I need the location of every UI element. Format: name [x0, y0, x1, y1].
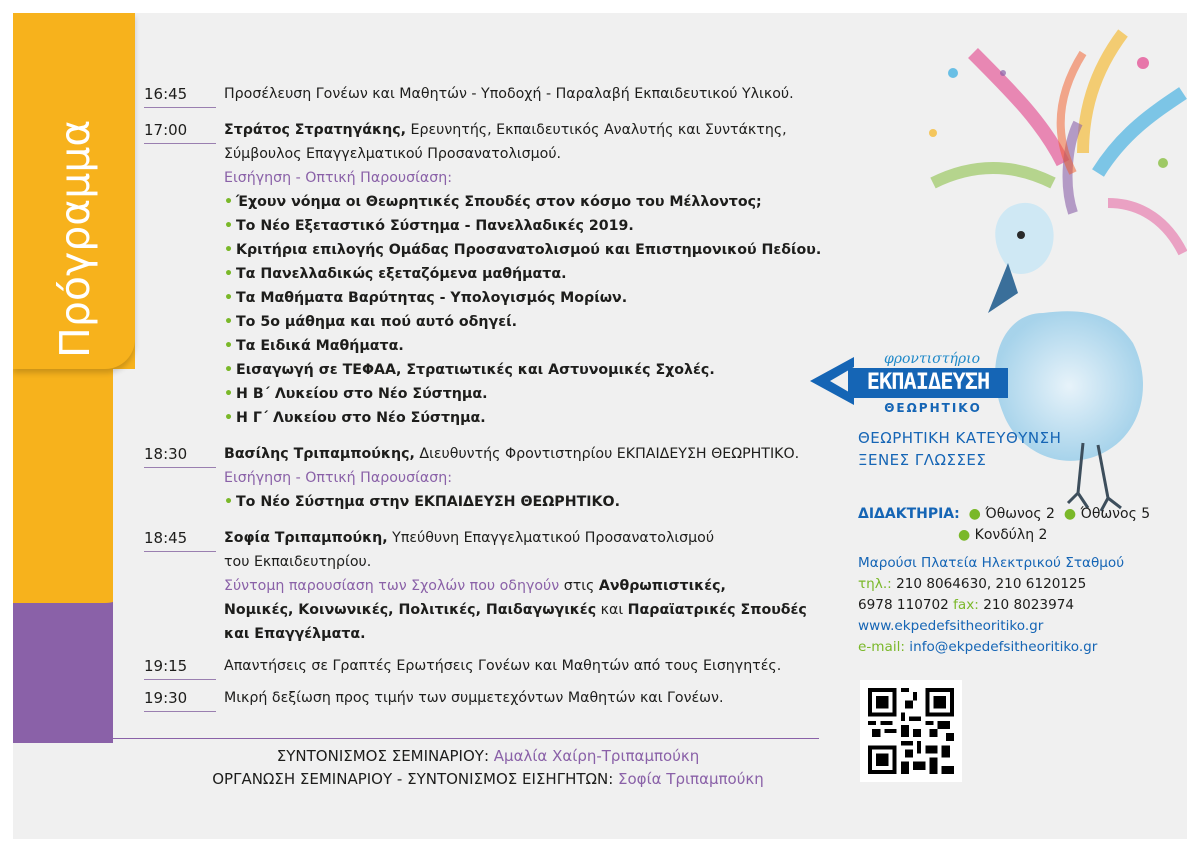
- speaker-role: Διευθυντής Φροντιστηρίου ΕΚΠΑΙΔΕΥΣΗ ΘΕΩΡΗΤΙΚΟ.: [414, 446, 800, 462]
- talk-intro: Σύντομη παρουσίαση των Σχολών που οδηγούν: [224, 578, 560, 594]
- direction-item: ΞΕΝΕΣ ΓΛΩΣΣΕΣ: [858, 451, 987, 469]
- credit-name: Σοφία Τριπαμπούκη: [618, 770, 764, 788]
- talk-intro: Εισήγηση - Οπτική Παρουσίαση:: [224, 170, 452, 186]
- topic-item: • Το 5ο μάθημα και πού αυτό οδηγεί.: [224, 310, 834, 334]
- topic-item: • Κριτήρια επιλογής Ομάδας Προσανατολισμού και Επιστημονικού Πεδίου.: [224, 238, 834, 262]
- schedule-row: [144, 442, 834, 514]
- address: Μαρούσι Πλατεία Ηλεκτρικού Σταθμού: [858, 555, 1125, 571]
- mobile: 6978 110702: [858, 597, 954, 613]
- field-list: Παραϊατρικές Σπουδές: [627, 602, 807, 618]
- talk-text: και: [596, 602, 628, 618]
- topic-item: • Το Νέο Εξεταστικό Σύστημα - Πανελλαδικές 2019.: [224, 214, 834, 238]
- schedule-row: [144, 526, 834, 646]
- time-label: 19:15: [144, 654, 216, 678]
- time-label: 19:30: [144, 686, 216, 710]
- talk-intro: Εισήγηση - Οπτική Παρουσίαση:: [224, 470, 452, 486]
- schedule-row: [144, 82, 834, 106]
- topic-item: • Τα Πανελλαδικώς εξεταζόμενα μαθήματα.: [224, 262, 834, 286]
- schedule-text: Απαντήσεις σε Γραπτές Ερωτήσεις Γονέων και Μαθητών από τους Εισηγητές.: [224, 658, 782, 674]
- school-logo: [810, 351, 1010, 421]
- speaker-role: Ερευνητής, Εκπαιδευτικός Αναλυτής και Συντάκτης,: [406, 122, 787, 138]
- schedule-row: [144, 118, 834, 430]
- schedule-row: [144, 654, 834, 678]
- schedule-row: [144, 686, 834, 710]
- speaker-name: Σοφία Τριπαμπούκη,: [224, 530, 388, 546]
- bullet-icon: ●: [958, 527, 971, 543]
- speaker-role: Υπεύθυνη Επαγγελματικού Προσανατολισμού: [387, 530, 715, 546]
- logo-tagline: ΘΕΩΡΗΤΙΚΟ: [884, 401, 982, 415]
- direction-item: ΘΕΩΡΗΤΙΚΗ ΚΑΤΕΥΘΥΝΣΗ: [858, 429, 1062, 447]
- topic-item: • Τα Μαθήματα Βαρύτητας - Υπολογισμός Μορίων.: [224, 286, 834, 310]
- bullet-icon: ●: [1063, 506, 1077, 522]
- time-label: 18:30: [144, 442, 216, 466]
- credit-label: ΣΥΝΤΟΝΙΣΜΟΣ ΣΕΜΙΝΑΡΙΟΥ:: [276, 747, 494, 765]
- fax: 210 8023974: [978, 597, 1075, 613]
- qr-code-icon[interactable]: [860, 680, 962, 782]
- topic-item: • Το Νέο Σύστημα στην ΕΚΠΑΙΔΕΥΣΗ ΘΕΩΡΗΤΙΚΟ.: [224, 490, 834, 514]
- directions: [858, 427, 1061, 471]
- time-label: 18:45: [144, 526, 216, 550]
- program-schedule: [144, 82, 834, 710]
- tel-label: τηλ.:: [858, 576, 892, 592]
- credit-label: ΟΡΓΑΝΩΣΗ ΣΕΜΙΝΑΡΙΟΥ - ΣΥΝΤΟΝΙΣΜΟΣ ΕΙΣΗΓΗΤΩΝ:: [212, 770, 619, 788]
- field-list: και Επαγγέλματα.: [224, 626, 366, 642]
- time-label: 17:00: [144, 118, 216, 142]
- bullet-icon: ●: [968, 506, 981, 522]
- topic-item: • Η Γ΄ Λυκείου στο Νέο Σύστημα.: [224, 406, 834, 430]
- speaker-role: του Εκπαιδευτηρίου.: [224, 554, 372, 570]
- divider: [13, 738, 819, 739]
- speaker-name: Βασίλης Τριπαμπούκης,: [224, 446, 415, 462]
- speaker-role: Σύμβουλος Επαγγελματικού Προσανατολισμού.: [224, 146, 562, 162]
- logo-subtitle: φροντιστήριο: [883, 351, 981, 367]
- talk-text: στις: [559, 578, 599, 594]
- seminar-credits: [143, 745, 833, 791]
- poster: [13, 13, 1187, 839]
- speaker-name: Στράτος Στρατηγάκης,: [224, 122, 406, 138]
- topic-item: • Η Β΄ Λυκείου στο Νέο Σύστημα.: [224, 382, 834, 406]
- website-link[interactable]: www.ekpedefsitheoritiko.gr: [858, 618, 1044, 634]
- room-item: Όθωνος 2: [985, 506, 1055, 522]
- fax-label: fax:: [953, 597, 979, 613]
- topic-item: • Τα Ειδικά Μαθήματα.: [224, 334, 834, 358]
- email-link[interactable]: info@ekpedefsitheoritiko.gr: [904, 639, 1098, 655]
- topic-item: • Έχουν νόημα οι Θεωρητικές Σπουδές στον κόσμο του Μέλλοντος;: [224, 190, 834, 214]
- contact-info: [858, 553, 1124, 658]
- logo-name: ΕΚΠΑΙΔΕΥΣΗ: [848, 368, 1008, 398]
- classrooms: [858, 504, 1150, 546]
- side-bar-gap: [113, 369, 135, 603]
- classrooms-label: ΔΙΔΑΚΤΗΡΙΑ:: [858, 506, 960, 522]
- schedule-text: Μικρή δεξίωση προς τιμήν των συμμετεχόντων Μαθητών και Γονέων.: [224, 690, 724, 706]
- topic-item: • Εισαγωγή σε ΤΕΦΑΑ, Στρατιωτικές και Αστυνομικές Σχολές.: [224, 358, 834, 382]
- time-label: 16:45: [144, 82, 216, 106]
- credit-name: Αμαλία Χαίρη-Τριπαμπούκη: [493, 747, 700, 765]
- room-item: Κονδύλη 2: [974, 527, 1048, 543]
- email-label: e-mail:: [858, 639, 905, 655]
- field-list: Νομικές, Κοινωνικές, Πολιτικές, Παιδαγωγικές: [224, 602, 597, 618]
- field-list: Ανθρωπιστικές,: [598, 578, 726, 594]
- tel: 210 8064630, 210 6120125: [891, 576, 1087, 592]
- room-item: Όθωνος 5: [1080, 506, 1151, 522]
- schedule-text: Προσέλευση Γονέων και Μαθητών - Υποδοχή - Παραλαβή Εκπαιδευτικού Υλικού.: [224, 86, 794, 102]
- page-title: Πρόγραμμα: [51, 119, 99, 358]
